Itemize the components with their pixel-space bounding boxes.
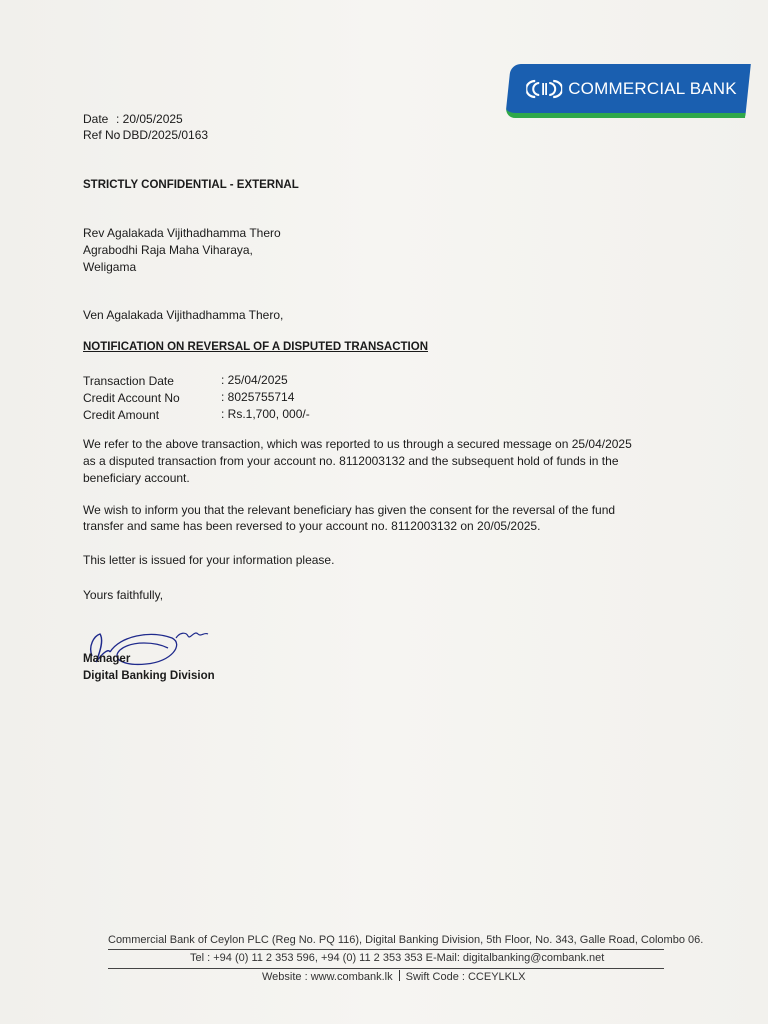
signatory-title: Manager xyxy=(83,653,131,665)
bank-logo xyxy=(505,64,751,118)
body-paragraph-3: This letter is issued for your information please. xyxy=(83,553,335,567)
detail-label-credit-amount: Credit Amount xyxy=(83,408,160,422)
footer-divider xyxy=(108,968,664,969)
footer-web-swift xyxy=(262,970,525,983)
detail-value-credit-amount: : Rs.1,700, 000/- xyxy=(221,407,310,421)
commercial-bank-logo-icon xyxy=(526,78,562,100)
body-paragraph-2-line-1: We wish to inform you that the relevant beneficiary has given the consent for the reversal of the fund xyxy=(83,503,616,517)
confidentiality-heading: STRICTLY CONFIDENTIAL - EXTERNAL xyxy=(83,179,299,191)
footer-website: Website : www.combank.lk xyxy=(262,971,393,983)
salutation: Ven Agalakada Vijithadhamma Thero, xyxy=(83,308,284,322)
letter-subject: NOTIFICATION ON REVERSAL OF A DISPUTED TRANSACTION xyxy=(83,341,429,353)
signatory-division: Digital Banking Division xyxy=(83,670,215,682)
bank-name: COMMERCIAL BANK xyxy=(568,78,737,98)
detail-value-transaction-date: : 25/04/2025 xyxy=(221,373,288,387)
date-label: Date xyxy=(83,112,109,126)
footer-contact: Tel : +94 (0) 11 2 353 596, +94 (0) 11 2 353 353 E-Mail: digitalbanking@combank.net xyxy=(190,952,605,964)
recipient-name: Rev Agalakada Vijithadhamma Thero xyxy=(83,226,281,240)
body-paragraph-1-line-3: beneficiary account. xyxy=(83,471,190,485)
footer-separator xyxy=(399,970,400,981)
closing-line: Yours faithfully, xyxy=(83,588,164,602)
recipient-address-line1: Agrabodhi Raja Maha Viharaya, xyxy=(83,243,253,257)
detail-label-transaction-date: Transaction Date xyxy=(83,374,174,388)
body-paragraph-2-line-2: transfer and same has been reversed to your account no. 8112003132 on 20/05/2025. xyxy=(83,519,541,533)
ref-label: Ref No xyxy=(83,128,121,142)
footer-divider xyxy=(108,949,664,950)
date-value: : 20/05/2025 xyxy=(116,112,183,126)
ref-value: : DBD/2025/0163 xyxy=(116,128,209,142)
footer-swift-code: Swift Code : CCEYLKLX xyxy=(405,971,526,983)
detail-value-credit-account: : 8025755714 xyxy=(221,390,295,404)
detail-label-credit-account: Credit Account No xyxy=(83,391,180,405)
body-paragraph-1-line-2: as a disputed transaction from your account no. 8112003132 and the subsequent hold of funds in the xyxy=(83,454,619,468)
body-paragraph-1-line-1: We refer to the above transaction, which was reported to us through a secured message on 25/04/2025 xyxy=(83,437,632,451)
footer-address: Commercial Bank of Ceylon PLC (Reg No. PQ 116), Digital Banking Division, 5th Floor, No. 343, Galle Road, Colombo 06. xyxy=(108,934,704,946)
recipient-address-line2: Weligama xyxy=(83,260,137,274)
